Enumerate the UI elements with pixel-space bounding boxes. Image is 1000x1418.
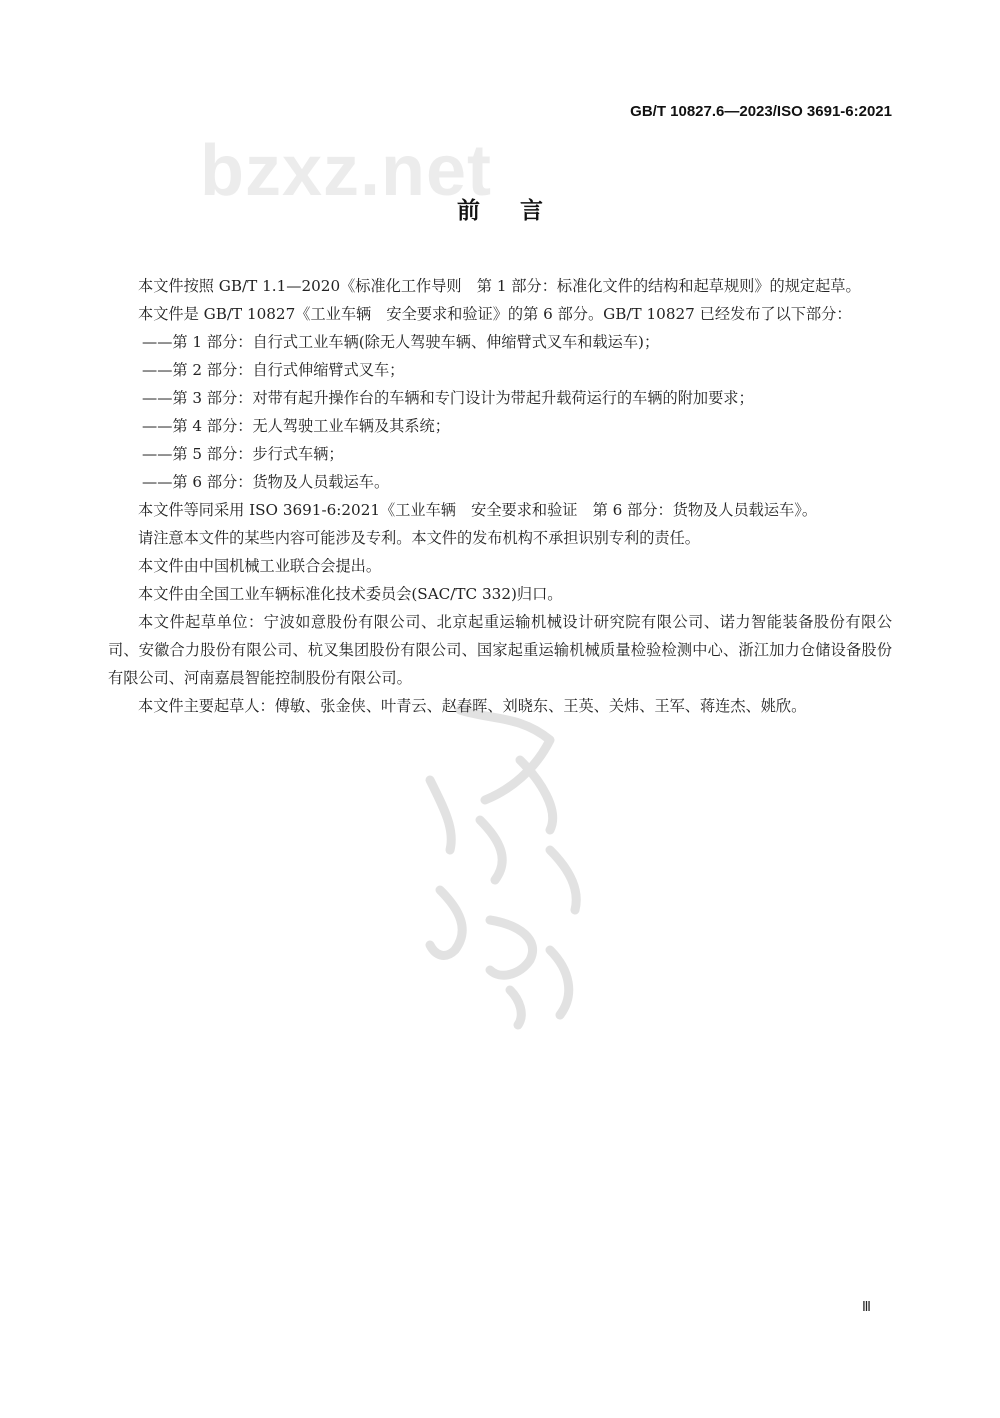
site-watermark: bzxz.net	[200, 131, 493, 211]
list-item: ——第 4 部分：无人驾驶工业车辆及其系统；	[142, 417, 450, 435]
preface-title: 前言	[457, 198, 583, 224]
paragraph-drafters: 本文件主要起草人：傅敏、张金侠、叶青云、赵春晖、刘晓东、王英、关炜、王军、蒋连杰、姚欣。	[138, 697, 807, 715]
list-item: ——第 1 部分：自行式工业车辆(除无人驾驶车辆、伸缩臂式叉车和载运车)；	[142, 333, 660, 351]
paragraph-series-info: 本文件是 GB/T 10827《工业车辆 安全要求和验证》的第 6 部分。GB/T 10827 已经发布了以下部分：	[138, 305, 852, 323]
paragraph-patent-notice: 请注意本文件的某些内容可能涉及专利。本文件的发布机构不承担识别专利的责任。	[138, 529, 700, 547]
paragraph-committee: 本文件由全国工业车辆标准化技术委员会(SAC/TC 332)归口。	[138, 585, 563, 603]
preface-body	[108, 272, 892, 720]
paragraph-adoption: 本文件等同采用 ISO 3691-6:2021《工业车辆 安全要求和验证 第 6 部分：货物及人员载运车》。	[138, 501, 818, 519]
list-item: ——第 3 部分：对带有起升操作台的车辆和专门设计为带起升载荷运行的车辆的附加要求；	[142, 389, 754, 407]
page-number: Ⅲ	[862, 1300, 871, 1315]
parts-list	[108, 328, 892, 496]
handwritten-signature-icon	[400, 700, 630, 1030]
list-item: ——第 5 部分：步行式车辆；	[142, 445, 344, 463]
list-item: ——第 2 部分：自行式伸缩臂式叉车；	[142, 361, 405, 379]
list-item: ——第 6 部分：货物及人员载运车。	[142, 473, 390, 491]
paragraph-proposer: 本文件由中国机械工业联合会提出。	[138, 557, 381, 575]
paragraph-drafting-rules: 本文件按照 GB/T 1.1—2020《标准化工作导则 第 1 部分：标准化文件的结构和起草规则》的规定起草。	[138, 277, 861, 295]
document-code: GB/T 10827.6—2023/ISO 3691-6:2021	[630, 103, 892, 120]
paragraph-drafting-units: 本文件起草单位：宁波如意股份有限公司、北京起重运输机械设计研究院有限公司、诺力智能装备股份有限公司、安徽合力股份有限公司、杭叉集团股份有限公司、国家起重运输机械质量检验检测中心、浙江加力仓储设备股份有限公司、河南嘉晨智能控制股份有限公司。	[108, 613, 892, 687]
